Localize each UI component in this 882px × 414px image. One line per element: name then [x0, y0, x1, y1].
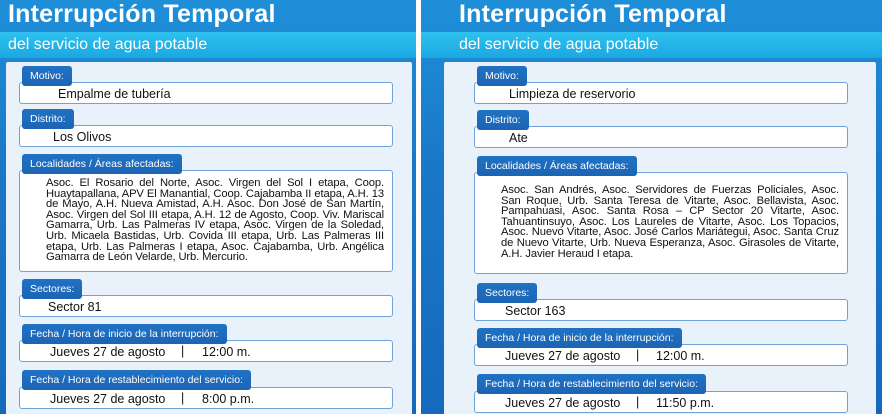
localidades-label: Localidades / Áreas afectadas:	[22, 154, 182, 174]
inicio-hora: 12:00 m.	[656, 349, 705, 363]
notice-card	[444, 62, 876, 414]
panel-title: Interrupción Temporal	[8, 0, 276, 28]
inicio-hora: 12:00 m.	[202, 345, 251, 359]
motivo-field	[474, 82, 848, 104]
localidades-field	[19, 170, 393, 272]
motivo-value: Empalme de tubería	[58, 87, 171, 101]
motivo-label: Motivo:	[477, 66, 527, 86]
sectores-value: Sector 81	[48, 300, 102, 314]
localidades-value: Asoc. El Rosario del Norte, Asoc. Virgen del Sol I etapa, Coop. Huaytapallana, APV El Manantial, Coop. Cajabamba II etapa, A.H. 13 de Mayo, A.H. Nueva Amistad, A.H. Asoc. Don José de San Martín, Asoc. Virgen del Sol III etapa, A.H. 12 de Agosto, Coop. Viv. Mariscal Gamarra, Urb. Las Palmeras IV etapa, Asoc. Virgen de la Soledad, Urb. Micaela Bastidas, Urb. Covida III etapa, Urb. Las Palmeras III etapa, Urb. Las Palmeras I etapa, Asoc. Cajabamba, Urb. Angélica Gamarra de León Velarde, Urb. Mercurio.	[46, 177, 384, 264]
distrito-value: Ate	[509, 131, 528, 145]
inicio-separator: |	[181, 344, 185, 358]
restablecimiento-separator: |	[636, 395, 640, 409]
motivo-value: Limpieza de reservorio	[509, 87, 636, 101]
localidades-value: Asoc. San Andrés, Asoc. Servidores de Fuerzas Policiales, Asoc. San Roque, Urb. Santa Teresa de Vitarte, Asoc. Bellavista, Asoc. Pampahuasi, Asoc. Santa Rosa – CP Sector 20 Vitarte, Asoc. Tahuantinsuyo, Asoc. Los Laureles de Vitarte, Asoc. Los Topacios, Asoc. Nuevo Vitarte, Asoc. José Carlos Mariátegui, Asoc. Santa Cruz de Nuevo Vitarte, Urb. Nueva Esperanza, Asoc. Girasoles de Vitarte, A.H. Javier Heraud I etapa.	[501, 184, 839, 260]
restablecimiento-label: Fecha / Hora de restablecimiento del servicio:	[22, 370, 251, 390]
restablecimiento-separator: |	[181, 391, 185, 405]
restablecimiento-label: Fecha / Hora de restablecimiento del servicio:	[477, 374, 706, 394]
inicio-label: Fecha / Hora de inicio de la interrupción:	[477, 328, 682, 348]
inicio-fecha: Jueves 27 de agosto	[50, 345, 166, 359]
panel-subtitle: del servicio de agua potable	[8, 36, 208, 53]
inicio-label: Fecha / Hora de inicio de la interrupción:	[22, 324, 227, 344]
sectores-value: Sector 163	[505, 304, 566, 318]
notice-card	[6, 62, 412, 414]
sectores-label: Sectores:	[22, 279, 82, 299]
distrito-field	[474, 126, 848, 148]
localidades-label: Localidades / Áreas afectadas:	[477, 156, 637, 176]
restablecimiento-fecha: Jueves 27 de agosto	[50, 392, 166, 406]
distrito-field	[19, 125, 393, 147]
sectores-label: Sectores:	[477, 283, 537, 303]
restablecimiento-field	[19, 387, 393, 409]
distrito-label: Distrito:	[22, 109, 74, 129]
restablecimiento-field	[474, 391, 848, 413]
localidades-field	[474, 172, 848, 274]
notice-panel-los-olivos	[0, 0, 416, 414]
motivo-label: Motivo:	[22, 66, 72, 86]
restablecimiento-fecha: Jueves 27 de agosto	[505, 396, 621, 410]
restablecimiento-hora: 11:50 p.m.	[656, 396, 715, 410]
distrito-label: Distrito:	[477, 110, 529, 130]
restablecimiento-hora: 8:00 p.m.	[202, 392, 255, 406]
inicio-separator: |	[636, 348, 640, 362]
notice-panel-ate	[421, 0, 882, 414]
panel-subtitle: del servicio de agua potable	[459, 36, 659, 53]
panel-title: Interrupción Temporal	[459, 0, 727, 28]
inicio-fecha: Jueves 27 de agosto	[505, 349, 621, 363]
distrito-value: Los Olivos	[53, 130, 112, 144]
motivo-field	[19, 82, 393, 104]
